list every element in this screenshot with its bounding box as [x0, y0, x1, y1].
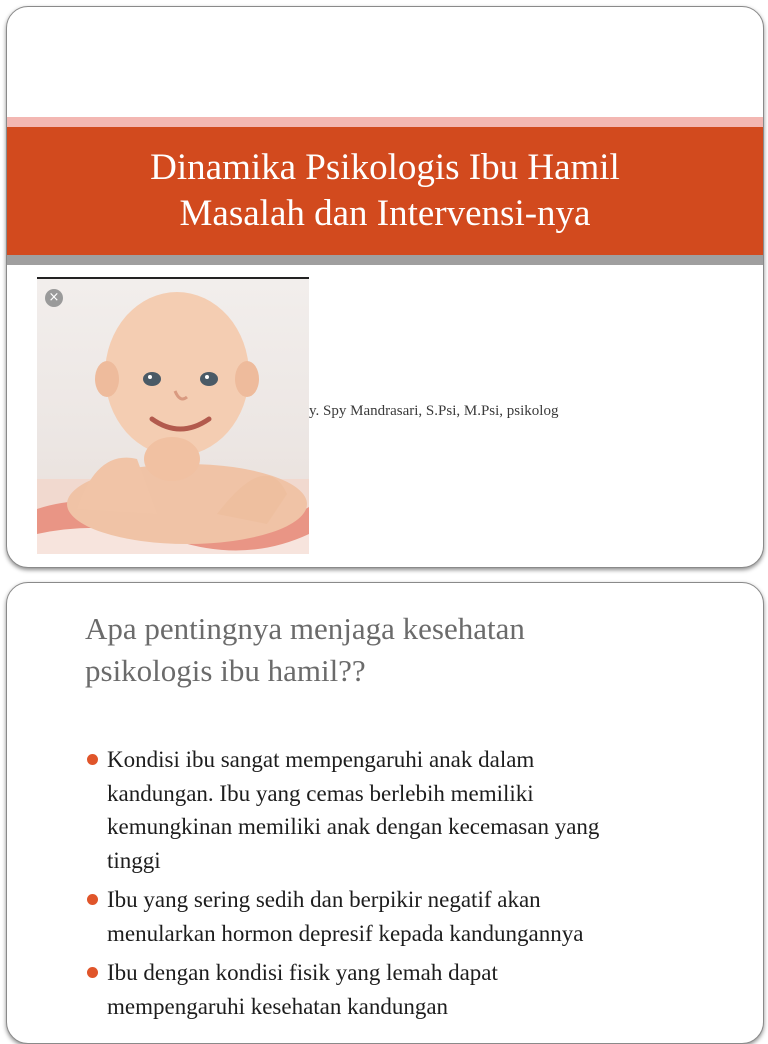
bullet-text-line: menularkan hormon depresif kepada kandungannya [107, 920, 584, 946]
bullet-text-line: kandungan. Ibu yang cemas berlebih memiliki [107, 780, 534, 806]
slide-heading-line-1: Apa pentingnya menjaga kesehatan [85, 611, 525, 646]
bullet-dot-icon [87, 754, 98, 765]
bullet-text-line: kemungkinan memiliki anak dengan kecemasan yang [107, 814, 600, 839]
bullet-list [85, 743, 725, 1029]
baby-illustration [37, 279, 309, 554]
bullet-text-line: tinggi [107, 847, 161, 873]
bullet-dot-icon [87, 967, 98, 978]
title-band [7, 127, 763, 255]
title-band-top-stripe [7, 117, 763, 127]
baby-photo [37, 277, 309, 554]
bullet-dot-icon [87, 894, 98, 905]
bullet-text-line: Ibu yang sering sedih dan berpikir negatif akan [107, 887, 541, 912]
bullet-item [85, 883, 725, 950]
slide-title-line-2: Masalah dan Intervensi-nya [179, 193, 591, 234]
close-icon[interactable]: × [45, 289, 63, 307]
content-slide [6, 582, 764, 1044]
title-band-bottom-stripe [7, 255, 763, 265]
bullet-item [85, 956, 725, 1023]
slide-heading-line-2: psikologis ibu hamil?? [85, 653, 366, 688]
author-credit: y. Spy Mandrasari, S.Psi, M.Psi, psikolog [309, 403, 559, 419]
bullet-text-line: Ibu dengan kondisi fisik yang lemah dapat [107, 960, 498, 985]
title-slide [6, 6, 764, 568]
slide-title-line-1: Dinamika Psikologis Ibu Hamil [150, 147, 620, 188]
bullet-item [85, 743, 725, 877]
bullet-text-line: mempengaruhi kesehatan kandungan [107, 993, 449, 1019]
bullet-text-line: Kondisi ibu sangat mempengaruhi anak dalam [107, 747, 535, 772]
